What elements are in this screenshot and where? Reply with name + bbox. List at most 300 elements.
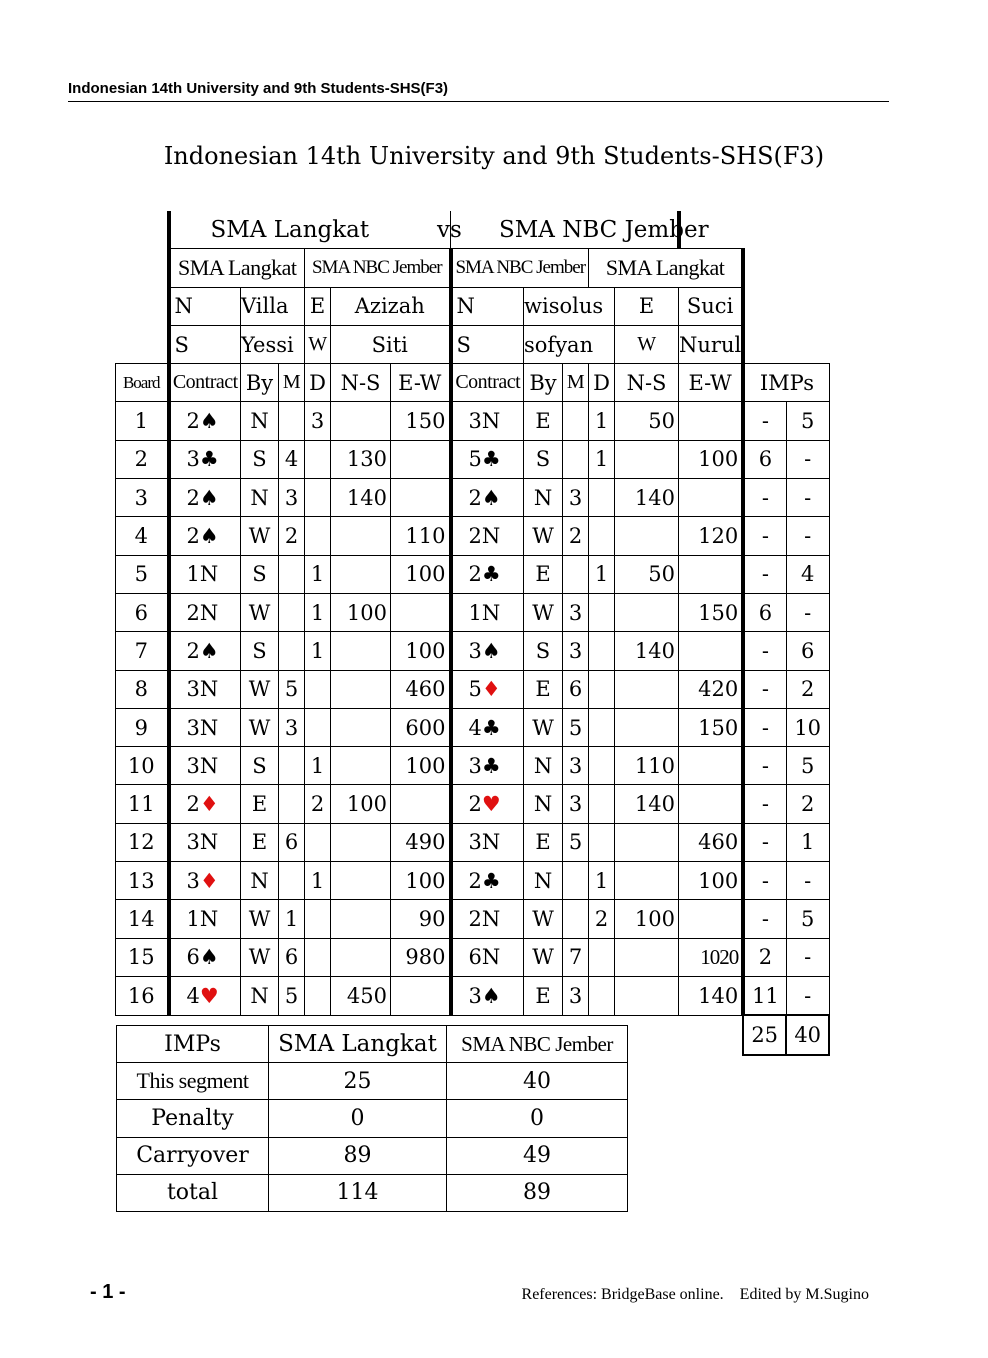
summary-value-b: 89 xyxy=(447,1174,628,1211)
room2-contract xyxy=(451,785,524,823)
summary-row xyxy=(117,1063,628,1100)
room2-made xyxy=(563,440,589,478)
imps-team-b: - xyxy=(786,976,829,1015)
summary-value-a: 25 xyxy=(269,1063,447,1100)
room1-ns-score xyxy=(331,632,391,670)
imps-team-a: 6 xyxy=(743,440,786,478)
room1-ew-score xyxy=(391,440,451,478)
room1-ns-score: 140 xyxy=(331,479,391,517)
contract-level: 3N xyxy=(468,830,501,855)
room2-made: 3 xyxy=(563,479,589,517)
summary-row xyxy=(117,1174,628,1211)
room2-declarer: W xyxy=(524,593,563,631)
room1-contract xyxy=(169,555,241,593)
room1-contract xyxy=(169,862,241,900)
imps-team-a: - xyxy=(743,785,786,823)
room1-down: 2 xyxy=(305,785,331,823)
room1-declarer: W xyxy=(241,900,279,938)
room2-down xyxy=(589,632,615,670)
imps-team-b: 10 xyxy=(786,708,829,746)
room2-down xyxy=(589,479,615,517)
room2-down xyxy=(589,708,615,746)
col-contract: Contract xyxy=(169,364,241,402)
room1-ew-score: 90 xyxy=(391,900,451,938)
room2-made: 6 xyxy=(563,670,589,708)
spade-suit-icon: ♠ xyxy=(199,524,219,549)
contract-level: 3N xyxy=(186,753,219,778)
summary-label: This segment xyxy=(117,1063,269,1100)
imps-team-b: - xyxy=(786,938,829,976)
club-suit-icon: ♣ xyxy=(481,753,501,778)
room1-declarer: E xyxy=(241,785,279,823)
room1-made: 3 xyxy=(279,708,305,746)
room1-contract xyxy=(169,708,241,746)
imps-team-a: - xyxy=(743,747,786,785)
room2-ns-score: 100 xyxy=(615,900,679,938)
room2-ew-score: 1020 xyxy=(679,938,744,976)
room2-contract xyxy=(451,747,524,785)
board-number: 15 xyxy=(116,938,169,976)
room2-ew-score xyxy=(679,747,744,785)
summary-row xyxy=(117,1137,628,1174)
room1-down xyxy=(305,976,331,1015)
room1-contract xyxy=(169,593,241,631)
room2-contract xyxy=(451,900,524,938)
room2-made xyxy=(563,402,589,440)
imps-team-a: - xyxy=(743,823,786,861)
col-d-room2: D xyxy=(589,364,615,402)
contract-level: 2 xyxy=(468,485,482,510)
spade-suit-icon: ♠ xyxy=(481,638,501,663)
room2-declarer: E xyxy=(524,976,563,1015)
board-number: 9 xyxy=(116,708,169,746)
board-row xyxy=(116,747,830,785)
room2-contract xyxy=(451,517,524,555)
seat-n: N xyxy=(169,287,241,325)
room1-made xyxy=(279,862,305,900)
room1-contract xyxy=(169,823,241,861)
room1-declarer: W xyxy=(241,670,279,708)
room2-made: 5 xyxy=(563,823,589,861)
heart-suit-icon: ♥ xyxy=(199,983,219,1008)
room2-ns-score xyxy=(615,938,679,976)
room-north-east-row xyxy=(116,287,830,325)
room1-declarer: W xyxy=(241,708,279,746)
room2-declarer: E xyxy=(524,823,563,861)
room1-made: 5 xyxy=(279,976,305,1015)
room1-ew-score xyxy=(391,593,451,631)
board-results-table xyxy=(115,211,830,1056)
room2-made: 3 xyxy=(563,976,589,1015)
contract-level: 3 xyxy=(468,753,482,778)
contract-level: 5 xyxy=(468,447,482,472)
room2-ew-score: 120 xyxy=(679,517,744,555)
contract-level: 3N xyxy=(186,677,219,702)
summary-imps-label: IMPs xyxy=(117,1026,269,1063)
room2-declarer: E xyxy=(524,555,563,593)
room2-down xyxy=(589,747,615,785)
room1-down xyxy=(305,900,331,938)
room1-down xyxy=(305,708,331,746)
imps-team-a: - xyxy=(743,555,786,593)
imps-team-b: - xyxy=(786,479,829,517)
seat-n-room2: N xyxy=(451,287,524,325)
room1-ew-score: 100 xyxy=(391,632,451,670)
player-suci: Suci xyxy=(679,287,744,325)
summary-value-a: 0 xyxy=(269,1100,447,1137)
room2-ew-score xyxy=(679,479,744,517)
room1-ns-score: 130 xyxy=(331,440,391,478)
room2-ns-score: 140 xyxy=(615,479,679,517)
room2-down xyxy=(589,517,615,555)
room1-ew-score xyxy=(391,785,451,823)
room1-declarer: W xyxy=(241,593,279,631)
diamond-suit-icon: ♦ xyxy=(199,792,219,817)
spade-suit-icon: ♠ xyxy=(199,638,219,663)
match-vs: vs xyxy=(437,217,462,243)
seat-s: S xyxy=(169,325,241,363)
col-ns: N-S xyxy=(331,364,391,402)
room1-made xyxy=(279,555,305,593)
contract-level: 2 xyxy=(186,792,200,817)
room1-down: 1 xyxy=(305,862,331,900)
room1-made: 2 xyxy=(279,517,305,555)
room2-contract xyxy=(451,402,524,440)
room1-ew-score xyxy=(391,976,451,1015)
contract-level: 2 xyxy=(186,409,200,434)
room1-ew-score: 100 xyxy=(391,747,451,785)
room2-made: 5 xyxy=(563,708,589,746)
room1-contract xyxy=(169,938,241,976)
board-row xyxy=(116,708,830,746)
room2-declarer: S xyxy=(524,440,563,478)
room2-made xyxy=(563,900,589,938)
room1-ew-score: 460 xyxy=(391,670,451,708)
room1-contract xyxy=(169,402,241,440)
board-row xyxy=(116,938,830,976)
room1-made: 6 xyxy=(279,938,305,976)
imps-team-a: - xyxy=(743,517,786,555)
room2-declarer: S xyxy=(524,632,563,670)
room2-declarer: W xyxy=(524,517,563,555)
spade-suit-icon: ♠ xyxy=(199,485,219,510)
imps-team-b: - xyxy=(786,593,829,631)
room1-ew-score xyxy=(391,479,451,517)
room1-made xyxy=(279,785,305,823)
room2-down: 1 xyxy=(589,555,615,593)
room1-ns-score xyxy=(331,938,391,976)
room1-made: 1 xyxy=(279,900,305,938)
room1-contract xyxy=(169,670,241,708)
room1-declarer: N xyxy=(241,402,279,440)
room1-contract xyxy=(169,747,241,785)
room1-made xyxy=(279,747,305,785)
imps-team-a: 11 xyxy=(743,976,786,1015)
imps-team-a: - xyxy=(743,670,786,708)
room2-ns-score: 140 xyxy=(615,785,679,823)
contract-level: 5 xyxy=(468,677,482,702)
room2-contract xyxy=(451,708,524,746)
board-row xyxy=(116,402,830,440)
room1-down xyxy=(305,479,331,517)
room1-down xyxy=(305,823,331,861)
room2-contract xyxy=(451,862,524,900)
seat-s-room2: S xyxy=(451,325,524,363)
room1-ns-score xyxy=(331,517,391,555)
board-row xyxy=(116,440,830,478)
room2-ns-score xyxy=(615,823,679,861)
room1-ns-score xyxy=(331,708,391,746)
room2-ew-score: 100 xyxy=(679,440,744,478)
room2-down: 1 xyxy=(589,862,615,900)
imps-team-b: 1 xyxy=(786,823,829,861)
room1-declarer: W xyxy=(241,517,279,555)
imps-team-a: - xyxy=(743,402,786,440)
player-wisolus: wisolus xyxy=(524,287,615,325)
room2-ew-score xyxy=(679,785,744,823)
col-by: By xyxy=(241,364,279,402)
room1-contract xyxy=(169,976,241,1015)
room2-ns-score: 50 xyxy=(615,555,679,593)
room1-declarer: S xyxy=(241,632,279,670)
col-board: Board xyxy=(116,364,169,402)
club-suit-icon: ♣ xyxy=(481,715,501,740)
col-by-room2: By xyxy=(524,364,563,402)
col-m: M xyxy=(279,364,305,402)
room1-ew-score: 980 xyxy=(391,938,451,976)
club-suit-icon: ♣ xyxy=(481,562,501,587)
imps-team-a: 6 xyxy=(743,593,786,631)
room1-made: 5 xyxy=(279,670,305,708)
diamond-suit-icon: ♦ xyxy=(199,868,219,893)
room1-contract xyxy=(169,517,241,555)
board-row xyxy=(116,785,830,823)
board-number: 12 xyxy=(116,823,169,861)
room2-ns-team: SMA NBC Jember xyxy=(451,249,589,287)
room2-made xyxy=(563,862,589,900)
page-number: - 1 - xyxy=(90,1281,126,1303)
board-number: 7 xyxy=(116,632,169,670)
contract-level: 4 xyxy=(186,983,200,1008)
board-number: 4 xyxy=(116,517,169,555)
board-row xyxy=(116,862,830,900)
room-teams-row xyxy=(116,249,830,287)
room1-declarer: N xyxy=(241,479,279,517)
room1-declarer: S xyxy=(241,747,279,785)
summary-row xyxy=(117,1100,628,1137)
summary-table xyxy=(116,1025,628,1212)
col-imps: IMPs xyxy=(743,364,829,402)
room2-made: 3 xyxy=(563,632,589,670)
board-number: 1 xyxy=(116,402,169,440)
total-imps-team-a: 25 xyxy=(743,1015,786,1054)
contract-level: 2 xyxy=(468,868,482,893)
room2-declarer: E xyxy=(524,670,563,708)
board-row xyxy=(116,555,830,593)
board-row xyxy=(116,823,830,861)
room1-ns-score xyxy=(331,670,391,708)
col-contract-room2: Contract xyxy=(451,364,524,402)
room2-ew-score xyxy=(679,402,744,440)
room2-contract xyxy=(451,555,524,593)
room2-contract xyxy=(451,632,524,670)
room1-ns-score xyxy=(331,900,391,938)
room1-made xyxy=(279,593,305,631)
room2-made: 7 xyxy=(563,938,589,976)
room1-ew-team: SMA NBC Jember xyxy=(305,249,451,287)
room1-down xyxy=(305,440,331,478)
contract-level: 6N xyxy=(468,945,501,970)
room1-ns-score: 450 xyxy=(331,976,391,1015)
contract-level: 3 xyxy=(186,868,200,893)
running-header: Indonesian 14th University and 9th Students-SHS(F3) xyxy=(68,80,449,97)
room2-ew-score: 100 xyxy=(679,862,744,900)
room2-ew-score: 460 xyxy=(679,823,744,861)
room2-ns-score xyxy=(615,862,679,900)
room1-made: 6 xyxy=(279,823,305,861)
contract-level: 4 xyxy=(468,715,482,740)
room1-down: 1 xyxy=(305,632,331,670)
contract-level: 2 xyxy=(468,792,482,817)
contract-level: 3N xyxy=(186,830,219,855)
room1-down: 1 xyxy=(305,747,331,785)
room1-contract xyxy=(169,900,241,938)
board-number: 16 xyxy=(116,976,169,1015)
board-row xyxy=(116,976,830,1015)
summary-value-a: 89 xyxy=(269,1137,447,1174)
col-ew: E-W xyxy=(391,364,451,402)
room1-made xyxy=(279,632,305,670)
contract-level: 2N xyxy=(468,906,501,931)
room1-ew-score: 110 xyxy=(391,517,451,555)
room2-made: 3 xyxy=(563,747,589,785)
room1-declarer: W xyxy=(241,938,279,976)
room2-made xyxy=(563,555,589,593)
room2-ew-score: 150 xyxy=(679,708,744,746)
team-b-name: SMA NBC Jember xyxy=(499,217,709,243)
room2-ns-score xyxy=(615,670,679,708)
room1-contract xyxy=(169,632,241,670)
player-nurul: Nurul xyxy=(679,325,744,363)
room1-ns-score: 100 xyxy=(331,785,391,823)
room2-ns-score: 110 xyxy=(615,747,679,785)
room-south-west-row xyxy=(116,325,830,363)
summary-header-row xyxy=(117,1026,628,1063)
board-number: 8 xyxy=(116,670,169,708)
room2-made: 3 xyxy=(563,593,589,631)
team-a-name: SMA Langkat xyxy=(210,216,370,243)
seat-e-room2: E xyxy=(615,287,679,325)
board-number: 11 xyxy=(116,785,169,823)
summary-label: total xyxy=(117,1174,269,1211)
room2-ew-score xyxy=(679,555,744,593)
imps-team-b: 6 xyxy=(786,632,829,670)
summary-value-b: 49 xyxy=(447,1137,628,1174)
board-number: 2 xyxy=(116,440,169,478)
room1-ns-team: SMA Langkat xyxy=(169,249,305,287)
room1-made xyxy=(279,402,305,440)
imps-team-a: - xyxy=(743,632,786,670)
room2-declarer: E xyxy=(524,402,563,440)
col-ew-room2: E-W xyxy=(679,364,744,402)
room1-declarer: N xyxy=(241,976,279,1015)
room2-down xyxy=(589,593,615,631)
room1-down: 3 xyxy=(305,402,331,440)
contract-level: 2 xyxy=(468,562,482,587)
imps-team-b: 2 xyxy=(786,670,829,708)
room2-ns-score: 50 xyxy=(615,402,679,440)
col-ns-room2: N-S xyxy=(615,364,679,402)
room2-ns-score xyxy=(615,593,679,631)
board-number: 13 xyxy=(116,862,169,900)
seat-e: E xyxy=(305,287,331,325)
contract-level: 2 xyxy=(186,638,200,663)
room2-declarer: N xyxy=(524,479,563,517)
player-siti: Siti xyxy=(331,325,451,363)
room1-ns-score: 100 xyxy=(331,593,391,631)
room2-declarer: N xyxy=(524,862,563,900)
room1-contract xyxy=(169,440,241,478)
room2-ns-score xyxy=(615,976,679,1015)
imps-team-b: 5 xyxy=(786,402,829,440)
summary-value-a: 114 xyxy=(269,1174,447,1211)
player-villa: Villa xyxy=(241,287,305,325)
summary-value-b: 40 xyxy=(447,1063,628,1100)
summary-label: Penalty xyxy=(117,1100,269,1137)
contract-level: 2N xyxy=(468,524,501,549)
contract-level: 2 xyxy=(186,485,200,510)
room2-ns-score xyxy=(615,440,679,478)
page-title: Indonesian 14th University and 9th Students-SHS(F3) xyxy=(163,142,825,170)
board-row xyxy=(116,479,830,517)
room1-down: 1 xyxy=(305,593,331,631)
room1-declarer: E xyxy=(241,823,279,861)
room2-down: 2 xyxy=(589,900,615,938)
room1-ew-score: 100 xyxy=(391,555,451,593)
contract-level: 3 xyxy=(468,983,482,1008)
room1-ew-score: 490 xyxy=(391,823,451,861)
contract-level: 2 xyxy=(186,524,200,549)
col-m-room2: M xyxy=(563,364,589,402)
room2-down xyxy=(589,938,615,976)
heart-suit-icon: ♥ xyxy=(481,792,501,817)
room1-ew-score: 100 xyxy=(391,862,451,900)
room2-contract xyxy=(451,593,524,631)
column-header-row xyxy=(116,364,830,402)
room2-contract xyxy=(451,823,524,861)
room2-ns-score: 140 xyxy=(615,632,679,670)
room2-ew-score xyxy=(679,900,744,938)
board-number: 10 xyxy=(116,747,169,785)
contract-level: 2N xyxy=(186,600,219,625)
club-suit-icon: ♣ xyxy=(481,447,501,472)
room2-ns-score xyxy=(615,708,679,746)
room2-declarer: W xyxy=(524,938,563,976)
imps-team-a: - xyxy=(743,862,786,900)
contract-level: 3N xyxy=(186,715,219,740)
board-row xyxy=(116,670,830,708)
player-sofyan: sofyan xyxy=(524,325,615,363)
spade-suit-icon: ♠ xyxy=(199,945,219,970)
summary-value-b: 0 xyxy=(447,1100,628,1137)
board-row xyxy=(116,517,830,555)
room2-contract xyxy=(451,976,524,1015)
room2-contract xyxy=(451,938,524,976)
room1-contract xyxy=(169,785,241,823)
room1-contract xyxy=(169,479,241,517)
room1-ns-score xyxy=(331,862,391,900)
room2-made: 2 xyxy=(563,517,589,555)
